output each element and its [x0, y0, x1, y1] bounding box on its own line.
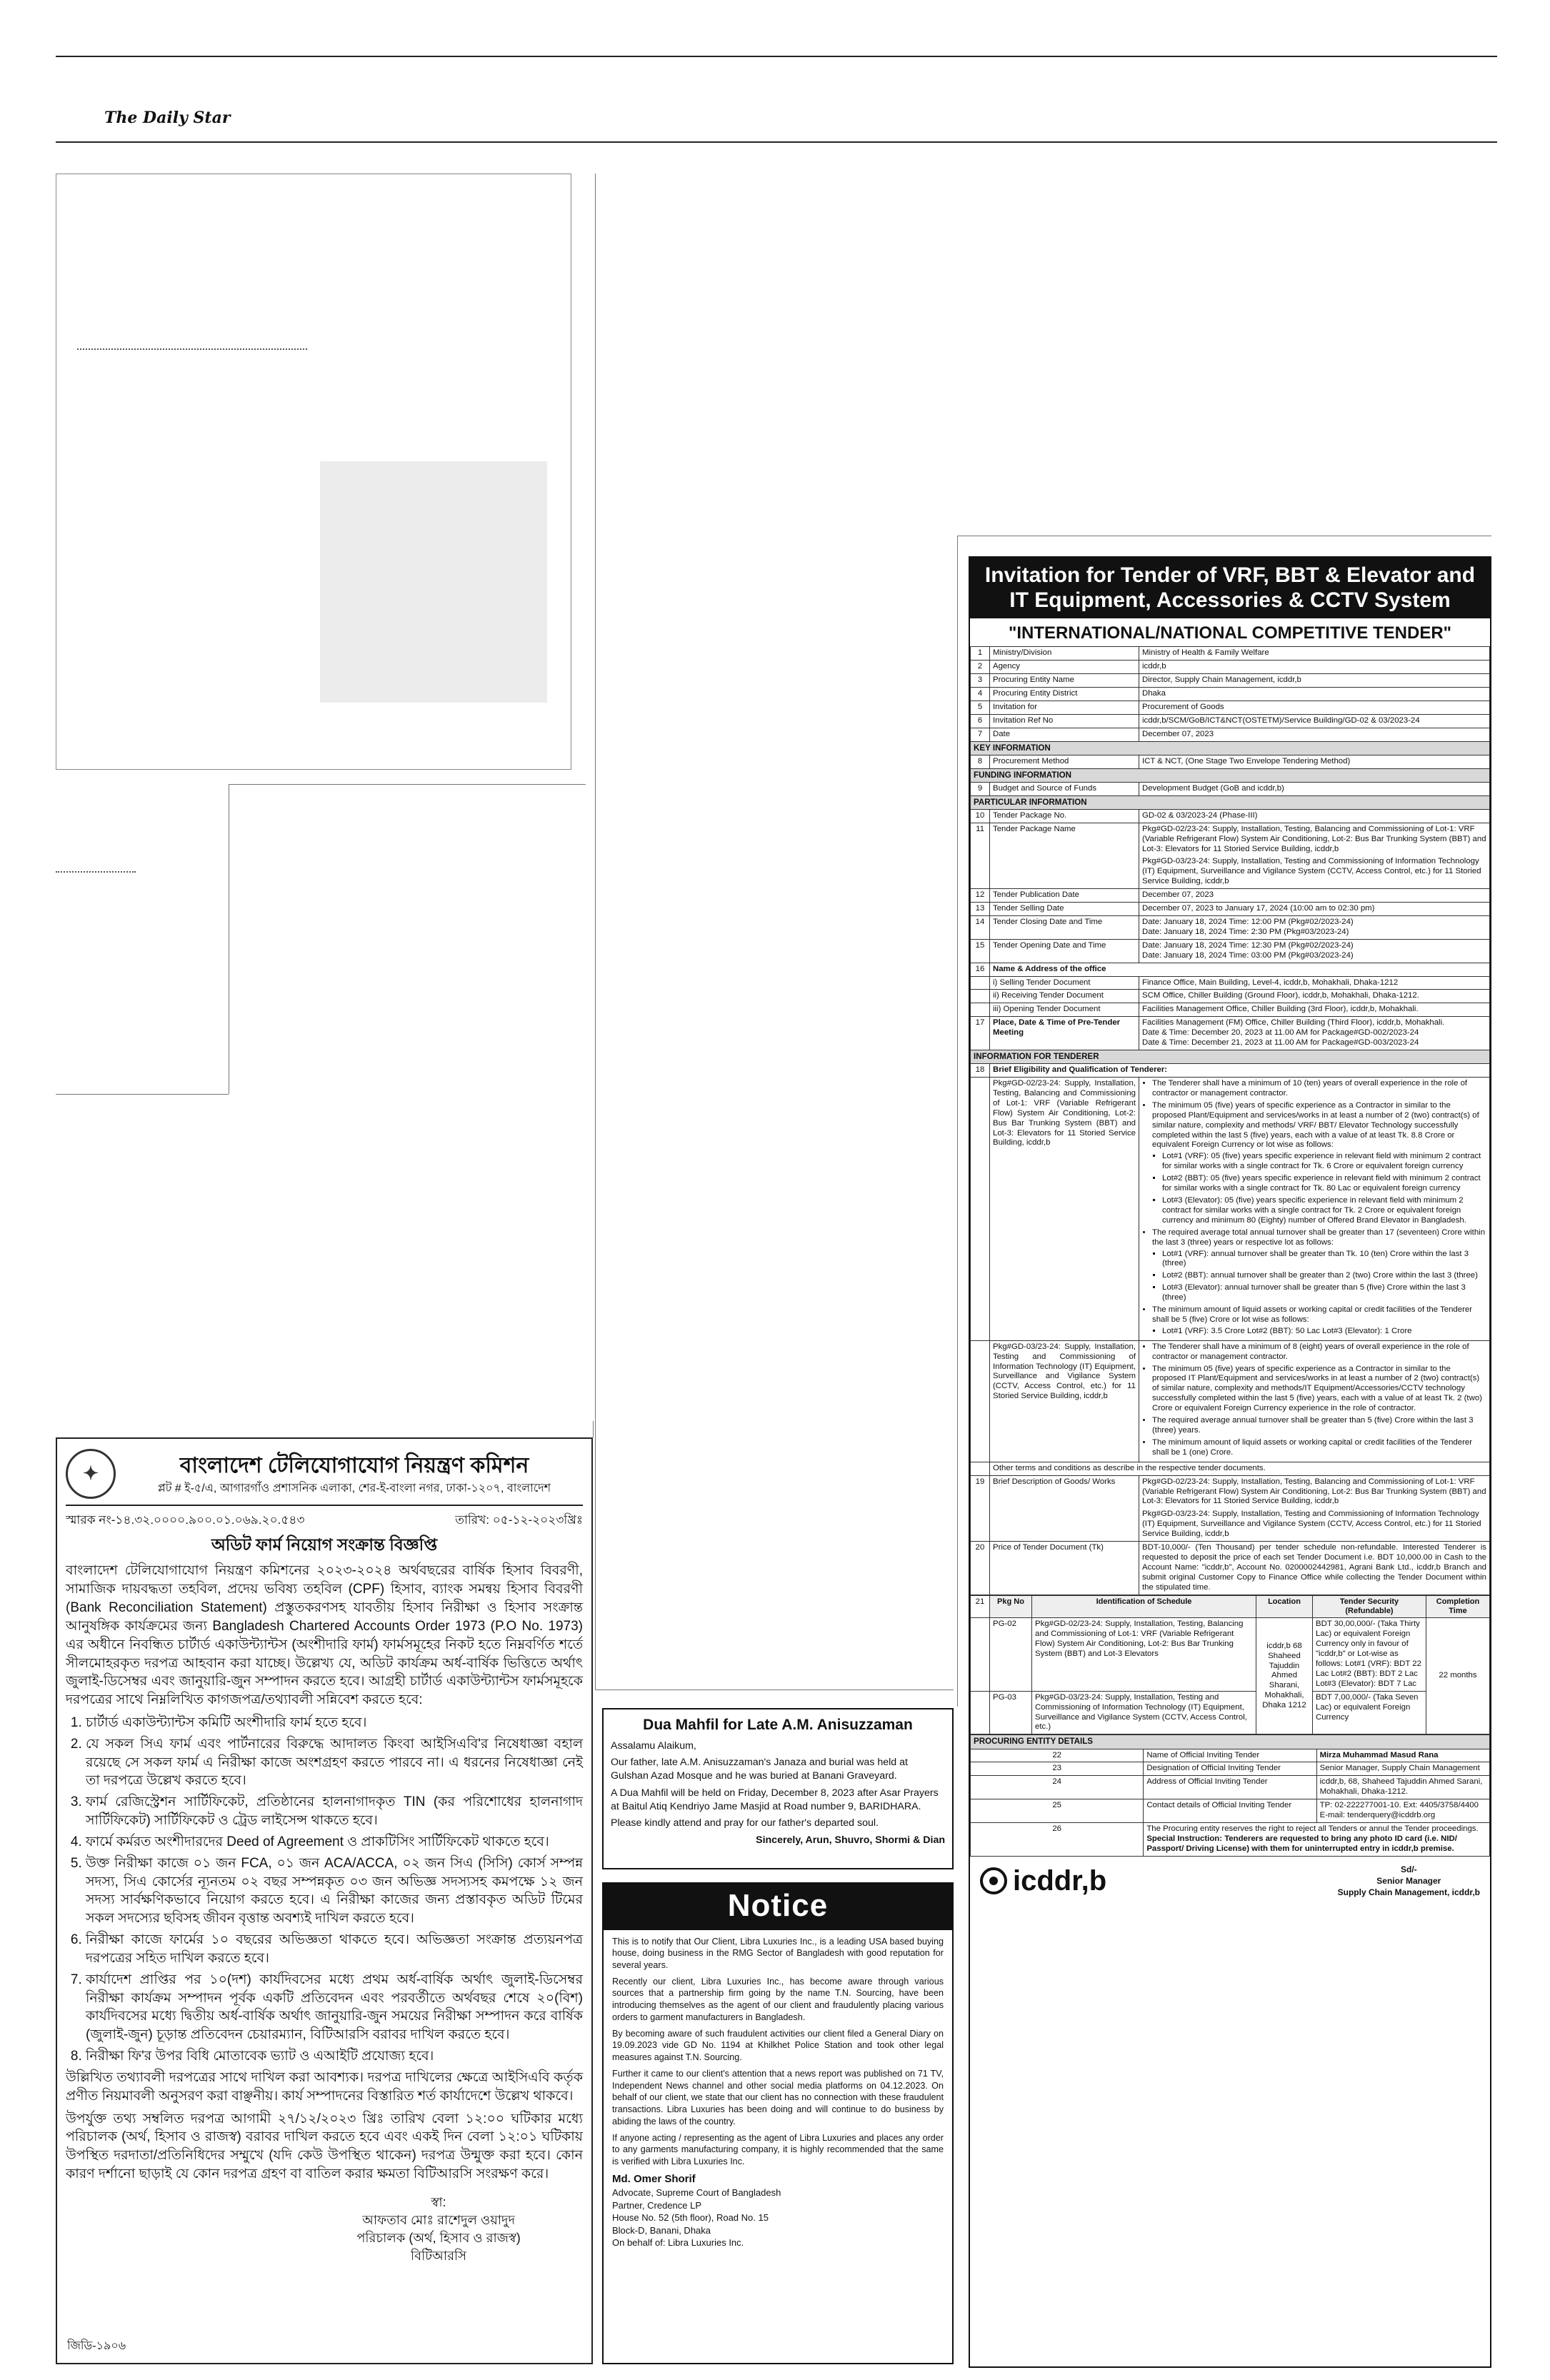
btrc-audit-notice — [56, 1437, 593, 2364]
eligibility-criteria — [1139, 1340, 1490, 1462]
lot-item: ▪ Lot#3 (Elevator): annual turnover shall be greater than 5 (five) Crore within the last 3 (three) — [1162, 1283, 1486, 1303]
table-row — [971, 1078, 1490, 1341]
row-number: 6 — [971, 714, 990, 728]
column-rule — [957, 536, 958, 1707]
column-rule-bottom — [56, 1094, 229, 1095]
row-value: Development Budget (GoB and icddr,b) — [1139, 782, 1490, 795]
criteria-list — [1142, 1342, 1486, 1458]
table-row — [971, 1340, 1490, 1462]
criteria-item: • The Tenderer shall have a minimum of 10 (ten) years of overall experience in the role of contractor or management contractor. — [1152, 1079, 1486, 1099]
row-key: Procuring Entity District — [990, 687, 1139, 701]
criteria-item: • The minimum 05 (five) years of specific experience as a Contractor in similar to the proposed IT Plant/Equipment and services/works in at least a number of 2 (two) contract(s) of similar nature, complexity and methods/IT Equipment/Accessories/CCTV technology successfully completed within the last 5 (five) years, each with a value of at least Tk. 2 (two) Crore or equivalent Foreign Currency experience in the role of contractor. — [1152, 1365, 1486, 1415]
row-value: Finance Office, Main Building, Level-4, icddr,b, Mohakhali, Dhaka-1212 — [1139, 976, 1490, 990]
btrc-date: তারিখ: ০৫-১২-২০২৩খ্রিঃ — [455, 1513, 583, 1527]
column-header: Location — [1256, 1595, 1313, 1618]
row-number — [971, 1003, 990, 1017]
date-line: Date: January 18, 2024 Time: 2:30 PM (Pkg#03/2023-24) — [1142, 927, 1349, 936]
btrc-closing: উপর্যুক্ত তথ্য সম্বলিত দরপত্র আগামী ২৭/১২/২০২৩ খ্রিঃ তারিখ বেলা ১২:০০ ঘটিকার মধ্যে পরিচালক (অর্থ, হিসাব ও রাজস্ব) বরাবর দাখিল করতে হবে এবং একই দিন বেলা ১২:০১ ঘটিকায় উপস্থিত দরদাতা/প্রতিনিধিদের সম্মুখে (যদি কেউ উপস্থিত থাকেন) দরপত্র উন্মুক্ত করা হবে। কোন কারণ দর্শানো ছাড়াই যে কোন দরপত্র গ্রহণ বা বাতিল করার ক্ষমতা বিটিআরসি সংরক্ষণ করে। — [66, 2111, 583, 2182]
table-row — [971, 661, 1490, 674]
btrc-subject: অডিট ফার্ম নিয়োগ সংক্রান্ত বিজ্ঞপ্তি — [211, 1535, 438, 1555]
lot-item: ▪ Lot#1 (VRF): annual turnover shall be greater than Tk. 10 (ten) Crore within the last 3 (three) — [1162, 1250, 1486, 1270]
eligibility-package: Pkg#GD-02/23-24: Supply, Installation, Testing, Balancing and Commissioning of Lot-1: VRF (Variable Refrigerant Flow) System Air Conditioning, Lot-2: Bus Bar Trunking System (BBT) and Lot-3: Elevators for 11 Storied Service Building, icddr,b — [990, 1078, 1139, 1341]
btrc-intro: বাংলাদেশ টেলিযোগাযোগ নিয়ন্ত্রণ কমিশনের ২০২৩-২০২৪ অর্থবছরের বার্ষিক হিসাব বিবরণী, সামাজিক দায়বদ্ধতা তহবিল, প্রদেয় ভবিষ্য তহবিল (CPF) হিসাব, ব্যাংক সমন্বয় হিসাব বিবরণী (Bank Reconciliation Statement) প্রস্তুতকরণসহ যাবতীয় হিসাব নিরীক্ষা ও হিসাব সংক্রান্ত আনুষঙ্গিক কার্যক্রমের জন্য Bangladesh Chartered Accounts Order 1973 (P.O No. 1973) এর অধীনে নিবন্ধিত চার্টার্ড একাউন্ট্যান্টস (অংশীদারি ফার্ম) ফার্মসমূহের নিকট হতে নিম্নবর্ণিত শর্তে সীলমোহরকৃত দরপত্র আহবান করা যাচ্ছে। উল্লেখ্য যে, অডিট কার্যক্রম অর্ধ-বার্ষিক ভিত্তিতে অর্থাৎ জুলাই-ডিসেম্বর এবং জানুয়ারি-জুন সম্পাদন করতে হবে। আগ্রহী চার্টার্ড একাউন্ট্যান্টস ফার্মসমূহকে দরপত্রের সাথে নিম্নলিখিত কাগজপত্র/তথ্যাবলী সন্নিবেশ করতে হবে: — [66, 1563, 583, 1708]
row-key: Tender Package Name — [990, 823, 1139, 888]
row-key: Agency — [990, 661, 1139, 674]
row-key: Tender Opening Date and Time — [990, 939, 1139, 963]
tender-signature — [1338, 1864, 1480, 1899]
row-value: December 07, 2023 to January 17, 2024 (10:00 am to 02:30 pm) — [1139, 903, 1490, 916]
icddrb-logo-text: icddr,b — [1013, 1864, 1107, 1897]
section-header — [971, 1735, 1490, 1749]
lot-list — [1152, 1250, 1486, 1304]
lot-item: ▪ Lot#1 (VRF): 05 (five) years specific experience in relevant field with minimum 2 contract for similar works with a single contract for Tk. 6 Crore or equivalent foreign currency — [1162, 1152, 1486, 1172]
criteria-text: The minimum amount of liquid assets or working capital or credit facilities of the Tenderer shall be 5 (five) Crore or lot wise as follows: — [1152, 1305, 1473, 1324]
tender-title: Invitation for Tender of VRF, BBT & Elevator and IT Equipment, Accessories & CCTV System — [970, 558, 1490, 618]
row-value: December 07, 2023 — [1139, 889, 1490, 903]
row-key: Place, Date & Time of Pre-Tender Meeting — [990, 1017, 1139, 1050]
icddrb-logo-icon — [980, 1867, 1007, 1894]
row-value — [1139, 939, 1490, 963]
section-header — [971, 795, 1490, 809]
table-row — [971, 714, 1490, 728]
row-number: 21 — [971, 1595, 990, 1618]
row-value: Director, Supply Chain Management, icddr,b — [1139, 674, 1490, 688]
goods-desc: Pkg#GD-02/23-24: Supply, Installation, Testing, Balancing and Commissioning of Lot-1: VRF (Variable Refrigerant Flow) System Air Conditioning, Lot-2: Bus Bar Trunking System (BBT) and Lot-3: Elevators for 11 Storied Service Building, icddr,b — [1142, 1477, 1486, 1506]
row-number: 12 — [971, 889, 990, 903]
row-number: 13 — [971, 903, 990, 916]
other-terms: Other terms and conditions as describe in the respective tender documents. — [990, 1462, 1490, 1475]
contact-phone: TP: 02-222277001-10. Ext: 4405/3758/4400 — [1319, 1801, 1479, 1810]
row-key: Ministry/Division — [990, 647, 1139, 661]
row-key: Address of Official Inviting Tender — [1144, 1776, 1316, 1799]
btrc-signer-org: বিটিআরসি — [410, 2249, 467, 2264]
row-key: Brief Eligibility and Qualification of Tenderer: — [990, 1064, 1490, 1078]
sign-line: Senior Manager — [1376, 1875, 1441, 1886]
row-key: Designation of Official Inviting Tender — [1144, 1762, 1316, 1776]
section-title: PARTICULAR INFORMATION — [971, 795, 1490, 809]
dua-greeting: Assalamu Alaikum, — [611, 1739, 696, 1752]
completion-time: 22 months — [1426, 1618, 1490, 1734]
btrc-address: প্লট # ই-৫/এ, আগারগাঁও প্রশাসনিক এলাকা, শের-ই-বাংলা নগর, ঢাকা-১২০৭, বাংলাদেশ — [157, 1482, 551, 1495]
row-number — [971, 1618, 990, 1691]
row-value: ICT & NCT, (One Stage Two Envelope Tendering Method) — [1139, 755, 1490, 768]
section-title: PROCURING ENTITY DETAILS — [971, 1735, 1490, 1749]
btrc-condition: 7. কার্যাদেশ প্রাপ্তির পর ১০(দশ) কার্যদিবসের মধ্যে প্রথম অর্ধ-বার্ষিক অর্থাৎ জুলাই-ডিসেম্বর নিরীক্ষা কার্যক্রম সম্পাদন পূর্বক একটি প্রতিবেদন এবং পরবর্তীতে অর্থবছর শেষে ২০(বিশ) কার্যদিবসের মধ্যে দ্বিতীয় অর্ধ-বার্ষিক অর্থাৎ জানুয়ারি-জুন সময়ের নিরীক্ষা সম্পাদন করে বার্ষিক (জুলাই-জুন) চূড়ান্ত প্রতিবেদন চেয়ারম্যান, বিটিআরসি বরাবর দাখিল করতে হবে। — [86, 1971, 583, 2044]
row-number: 26 — [971, 1822, 1144, 1856]
row-value: Facilities Management Office, Chiller Building (3rd Floor), icddr,b, Mohakhali. — [1139, 1003, 1490, 1017]
table-row — [971, 916, 1490, 940]
row-key: Date — [990, 728, 1139, 741]
row-number — [971, 1462, 990, 1475]
row-key: Contact details of Official Inviting Tender — [1144, 1799, 1316, 1823]
btrc-condition: 3. ফার্ম রেজিস্ট্রেশন সার্টিফিকেট, প্রতিষ্ঠানের হালনাগাদকৃত TIN (কর পরিশোধের হালনাগাদ সার্টিফিকেট) সার্টিফিকেট ও ট্রেড লাইসেন্স থাকতে হবে। — [86, 1793, 583, 1830]
contact-email: E-mail: tenderquery@icddrb.org — [1319, 1811, 1436, 1820]
row-key: Tender Publication Date — [990, 889, 1139, 903]
dua-title: Dua Mahfil for Late A.M. Anisuzzaman — [643, 1717, 913, 1733]
btrc-condition: 1. চার্টার্ড একাউন্ট্যান্টস কমিটি অংশীদারি ফার্ম হতে হবে। — [86, 1714, 583, 1732]
row-key: iii) Opening Tender Document — [990, 1003, 1139, 1017]
section-title: INFORMATION FOR TENDERER — [971, 1050, 1490, 1063]
btrc-condition: 4. ফার্মে কর্মরত অংশীদারদের Deed of Agreement ও প্রাকটিসিং সার্টিফিকেট থাকতে হবে। — [86, 1833, 583, 1852]
row-key: Budget and Source of Funds — [990, 782, 1139, 795]
criteria-item — [1152, 1305, 1486, 1337]
libra-sig-line: Advocate, Supreme Court of Bangladesh — [612, 2186, 781, 2198]
row-number: 20 — [971, 1542, 990, 1595]
column-header: Tender Security (Refundable) — [1313, 1595, 1426, 1618]
row-number: 8 — [971, 755, 990, 768]
column-rule — [595, 174, 596, 1689]
table-row — [971, 823, 1490, 888]
table-row — [971, 1542, 1490, 1595]
btrc-condition: 8. নিরীক্ষা ফি'র উপর বিধি মোতাবেক ভ্যাট ও এআইটি প্রযোজ্য হবে। — [86, 2047, 583, 2066]
column-rule — [593, 1421, 594, 1437]
row-number — [971, 1078, 990, 1341]
lot-item: ▪ Lot#1 (VRF): 3.5 Crore Lot#2 (BBT): 50 Lac Lot#3 (Elevator): 1 Crore — [1162, 1327, 1486, 1337]
row-value — [1139, 916, 1490, 940]
criteria-item — [1152, 1101, 1486, 1226]
table-row — [971, 728, 1490, 741]
criteria-item: • The minimum amount of liquid assets or working capital or credit facilities of the Tenderer shall be 1 (one) Crore. — [1152, 1438, 1486, 1458]
tender-security: BDT 7,00,000/- (Taka Seven Lac) or equivalent Foreign Currency — [1313, 1691, 1426, 1734]
table-row — [971, 1462, 1490, 1475]
table-row — [971, 1822, 1490, 1856]
lot-list — [1152, 1327, 1486, 1337]
criteria-item — [1152, 1228, 1486, 1303]
row-number: 2 — [971, 661, 990, 674]
row-key: Procurement Method — [990, 755, 1139, 768]
table-row — [971, 782, 1490, 795]
schedule-table — [970, 1595, 1490, 1735]
package-desc: Pkg#GD-03/23-24: Supply, Installation, Testing and Commissioning of Information Technology (IT) Equipment, Surveillance and Vigilance System (CCTV, Access Control, etc.) for 11 Storied Service Building, icddr,b — [1142, 857, 1481, 886]
procuring-entity-table — [970, 1734, 1490, 1856]
row-key: Price of Tender Document (Tk) — [990, 1542, 1139, 1595]
row-number: 24 — [971, 1776, 1144, 1799]
row-number — [971, 1340, 990, 1462]
schedule-id: Pkg#GD-03/23-24: Supply, Installation, Testing and Commissioning of Information Technology (IT) Equipment, Surveillance and Vigilance System (CCTV, Access Control, etc.) — [1032, 1691, 1256, 1734]
row-number: 18 — [971, 1064, 990, 1078]
row-value: icddr,b/SCM/GoB/ICT&NCT(OSTETM)/Service Building/GD-02 & 03/2023-24 — [1139, 714, 1490, 728]
row-value: Ministry of Health & Family Welfare — [1139, 647, 1490, 661]
row-number — [971, 976, 990, 990]
btrc-org-name: বাংলাদেশ টেলিযোগাযোগ নিয়ন্ত্রণ কমিশন — [179, 1453, 529, 1477]
row-value: icddr,b — [1139, 661, 1490, 674]
row-number — [971, 1691, 990, 1734]
row-number: 23 — [971, 1762, 1144, 1776]
libra-sig-line: On behalf of: Libra Luxuries Inc. — [612, 2237, 744, 2249]
libra-sig-line: House No. 52 (5th floor), Road No. 15 — [612, 2212, 769, 2224]
section-header — [971, 768, 1490, 782]
table-row — [971, 889, 1490, 903]
section-title: FUNDING INFORMATION — [971, 768, 1490, 782]
tender-footer — [970, 1857, 1490, 1906]
meeting-line: Facilities Management (FM) Office, Chiller Building (Third Floor), icddr,b, Mohakhali. — [1142, 1018, 1445, 1028]
btrc-signer: আফতাব মোঃ রাশেদুল ওয়াদুদ — [362, 2213, 515, 2228]
row-value: BDT-10,000/- (Ten Thousand) per tender schedule non-refundable. Interested Tenderer is requested to deposit the price of each set Tender Document i.e. BDT 10,000.00 in Cash to the Account Name: "icddr,b", Account No. 0200002442981, Agrani Bank Ltd., icddr,b Branch and submit original Customer Copy to Finance Office while collecting the Tender Document within the stipulated time. — [1139, 1542, 1490, 1595]
date-line: Date: January 18, 2024 Time: 03:00 PM (Pkg#03/2023-24) — [1142, 950, 1354, 960]
row-number: 9 — [971, 782, 990, 795]
masthead: The Daily Star — [104, 109, 231, 127]
libra-notice — [602, 1882, 954, 2364]
pkg-no: PG-03 — [990, 1691, 1032, 1734]
row-number: 14 — [971, 916, 990, 940]
tender-subtitle: "INTERNATIONAL/NATIONAL COMPETITIVE TENDER" — [1008, 623, 1452, 643]
pkg-no: PG-02 — [990, 1618, 1032, 1691]
btrc-condition: 5. উক্ত নিরীক্ষা কাজে ০১ জন FCA, ০১ জন ACA/ACCA, ০২ জন সিএ (সিসি) কোর্স সম্পন্ন সদস্য, সিএ কোর্সের ন্যূনতম ০২ বছর সম্পন্নকৃত ০৩ জন অভিজ্ঞ সদস্যসহ কমপক্ষে ১২ জন সদস্য সার্বক্ষণিকভাবে নিয়োগ করতে হবে। এ নিরীক্ষা কাজের জন্য প্রস্তাবকৃত অডিট টিমের সকল সদস্যের ছবিসহ জীবন বৃত্তান্ত অবশ্যই দাখিল করতে হবে। — [86, 1854, 583, 1928]
row-value: GD-02 & 03/2023-24 (Phase-III) — [1139, 809, 1490, 823]
table-row — [971, 647, 1490, 661]
btrc-signer-title: পরিচালক (অর্থ, হিসাব ও রাজস্ব) — [356, 2231, 521, 2246]
row-value — [1139, 823, 1490, 888]
goods-desc: Pkg#GD-03/23-24: Supply, Installation, Testing and Commissioning of Information Technology (IT) Equipment, Surveillance and Vigilance System (CCTV, Access Control, etc.) for 11 Storied Service Building, icddr,b — [1142, 1510, 1481, 1539]
table-row — [971, 903, 1490, 916]
row-value: SCM Office, Chiller Building (Ground Floor), icddr,b, Mohakhali, Dhaka-1212. — [1139, 990, 1490, 1003]
lot-item: ▪ Lot#2 (BBT): annual turnover shall be greater than 2 (two) Crore within the last 3 (three) — [1162, 1271, 1486, 1281]
table-row — [971, 1762, 1490, 1776]
libra-title: Notice — [604, 1884, 952, 1930]
btrc-header — [66, 1449, 583, 1506]
section-header — [971, 741, 1490, 755]
row-value — [1316, 1799, 1489, 1823]
table-row — [971, 1003, 1490, 1017]
row-number — [971, 990, 990, 1003]
libra-sig-line: Block-D, Banani, Dhaka — [612, 2224, 711, 2236]
column-header: Pkg No — [990, 1595, 1032, 1618]
row-number: 17 — [971, 1017, 990, 1050]
sign-line: Supply Chain Management, icddr,b — [1337, 1887, 1480, 1898]
libra-signer: Md. Omer Shorif — [612, 2172, 696, 2185]
btrc-closing: উল্লিখিত তথ্যাবলী দরপত্রের সাথে দাখিল করা আবশ্যক। দরপত্র দাখিলের ক্ষেত্রে আইসিএবি কর্তৃক প্রণীত নিয়মাবলী অনুসরণ করা বাঞ্ছনীয়। কার্য সম্পাদনের বিস্তারিত শর্ত কার্যাদেশে উল্লেখ থাকবে। — [66, 2069, 583, 2104]
icddrb-logo — [980, 1864, 1106, 1899]
criteria-text: The required average total annual turnover shall be greater than 17 (seventeen) Crore within the last 3 (three) years or respective lot as follows: — [1152, 1227, 1486, 1247]
date-line: Date: January 18, 2024 Time: 12:00 PM (Pkg#02/2023-24) — [1142, 918, 1354, 926]
reservation-note: The Procuring entity reserves the right to reject all Tenders or annul the Tender proceedings. — [1146, 1824, 1479, 1833]
dotted-divider — [77, 348, 307, 350]
row-number: 7 — [971, 728, 990, 741]
location: icddr,b 68 Shaheed Tajuddin Ahmed Sharani, Mohakhali, Dhaka 1212 — [1256, 1618, 1313, 1734]
btrc-memo-no: স্মারক নং-১৪.৩২.০০০০.৯০০.০১.০৬৯.২০.৫৪৩ — [66, 1513, 305, 1527]
lot-list — [1152, 1152, 1486, 1225]
dua-paragraph: Please kindly attend and pray for our father's departed soul. — [611, 1817, 879, 1829]
eligibility-package: Pkg#GD-03/23-24: Supply, Installation, Testing and Commissioning of Information Technology (IT) Equipment, Surveillance and Vigilance System (CCTV, Access Control, etc.) for 11 Storied Service Building, icddr,b — [990, 1340, 1139, 1462]
tender-security: BDT 30,00,000/- (Taka Thirty Lac) or equivalent Foreign Currency only in favour of "icddr,b" or Lot-wise as follows: Lot#1 (VRF): BDT 22 Lac Lot#2 (BBT): BDT 2 Lac Lot#3 (Elevator): BDT 7 Lac — [1313, 1618, 1426, 1691]
masthead-rule — [56, 141, 1497, 143]
row-key: Invitation Ref No — [990, 714, 1139, 728]
eligibility-criteria — [1139, 1078, 1490, 1341]
row-number: 15 — [971, 939, 990, 963]
row-number: 10 — [971, 809, 990, 823]
lot-item: ▪ Lot#2 (BBT): 05 (five) years specific experience in relevant field with minimum 2 contract for similar works with a single contract for Tk. 80 Lac or equivalent foreign currency — [1162, 1174, 1486, 1194]
table-row — [971, 1064, 1490, 1078]
criteria-item: • The Tenderer shall have a minimum of 8 (eight) years of overall experience in the role of contractor or management contractor. — [1152, 1342, 1486, 1362]
dua-signature: Sincerely, Arun, Shuvro, Shormi & Dian — [756, 1834, 945, 1847]
column-rule-top — [229, 784, 586, 785]
tender-info-table — [970, 646, 1490, 1595]
row-key: Name of Official Inviting Tender — [1144, 1749, 1316, 1762]
btrc-gd-code: জিডি-১৯০৬ — [67, 2340, 126, 2353]
row-key: Invitation for — [990, 701, 1139, 714]
table-header-row — [971, 1595, 1490, 1618]
libra-paragraph: Further it came to our client's attention that a news report was published on 71 TV, Independent News channel and other social media platforms on 04.12.2023. On behalf of our client, we state that our client has no connection with these fraudulent transactions. Libra Luxuries has been doing and will continue to do business by abiding the laws of the country. — [612, 2068, 944, 2127]
row-number: 4 — [971, 687, 990, 701]
table-row — [971, 976, 1490, 990]
row-key: Brief Description of Goods/ Works — [990, 1475, 1139, 1541]
row-value: Dhaka — [1139, 687, 1490, 701]
row-number: 19 — [971, 1475, 990, 1541]
table-row — [971, 990, 1490, 1003]
row-key: i) Selling Tender Document — [990, 976, 1139, 990]
row-value: Mirza Muhammad Masud Rana — [1316, 1749, 1489, 1762]
lot-item: ▪ Lot#3 (Elevator): 05 (five) years specific experience in relevant field with minimum 2 contract for similar works with a single contract for Tk. 2 Crore or equivalent foreign currency and minimum 80 (Eighty) number of Offered Brand Elevator in Bangladesh. — [1162, 1196, 1486, 1226]
section-title: KEY INFORMATION — [971, 741, 1490, 755]
dotted-divider — [56, 871, 136, 873]
table-row — [971, 1618, 1490, 1691]
table-row — [971, 939, 1490, 963]
btrc-condition: 2. যে সকল সিএ ফার্ম এবং পার্টনারের বিরুদ্ধে আদালত কিংবা আইসিএবি'র নিষেধাজ্ঞা বহাল রয়েছে সে সকল ফার্ম এ নিরীক্ষা কাজে অংশগ্রহণ করতে পারবে না। এ ধরনের নিষেধাজ্ঞা নেই তা দরপত্রে উল্লেখ করতে হবে। — [86, 1735, 583, 1790]
row-number: 16 — [971, 963, 990, 976]
dua-paragraph: A Dua Mahfil will be held on Friday, December 8, 2023 after Asar Prayers at Baitul Atiq Kendriyo Jame Masjid at Road number 9, BARIDHARA. — [611, 1787, 939, 1812]
btrc-memo-row — [66, 1512, 583, 1528]
table-row — [971, 1799, 1490, 1823]
schedule-id: Pkg#GD-02/23-24: Supply, Installation, Testing, Balancing and Commissioning of Lot-1: VRF (Variable Refrigerant Flow) System Air Conditioning, Lot-2: Bus Bar Trunking System (BBT) and Lot-3 Elevators — [1032, 1618, 1256, 1691]
row-key: Tender Selling Date — [990, 903, 1139, 916]
sign-line: Sd/- — [1400, 1864, 1417, 1874]
row-key: Name & Address of the office — [990, 963, 1490, 976]
row-value: Procurement of Goods — [1139, 701, 1490, 714]
icddrb-tender-notice — [969, 556, 1491, 2368]
criteria-text: The minimum 05 (five) years of specific experience as a Contractor in similar to the proposed Plant/Equipment and services/works in at least a number of 2 (two) contract(s) of similar nature, complexity and methods/ VRF/ BBT/ Elevator Technology successfully completed within the last 5 (five) years, each with a value of at least Tk. 8.8 Crore or equivalent Foreign Currency or lot wise as follows: — [1152, 1100, 1479, 1150]
libra-sig-line: Partner, Credence LP — [612, 2199, 702, 2211]
row-value — [1144, 1822, 1490, 1856]
row-number: 5 — [971, 701, 990, 714]
column-header: Identification of Schedule — [1032, 1595, 1256, 1618]
libra-paragraph: Recently our client, Libra Luxuries Inc., has become aware through various sources that a partnership firm going by the name T.N. Sourcing, have been introducing themselves as the agent of our client and fraudulently placing various orders to garment manufacturers in Bangladesh. — [612, 1976, 944, 2022]
row-number: 3 — [971, 674, 990, 688]
grey-placeholder-box — [320, 461, 547, 703]
table-row — [971, 1776, 1490, 1799]
libra-paragraph: This is to notify that Our Client, Libra Luxuries Inc., is a leading USA based buying house, doing business in the RMG Sector of Bangladesh with good reputation for several years. — [612, 1936, 944, 1970]
column-rule — [595, 1689, 954, 1690]
row-key: Tender Closing Date and Time — [990, 916, 1139, 940]
table-row — [971, 809, 1490, 823]
criteria-list — [1142, 1079, 1486, 1337]
table-row — [971, 963, 1490, 976]
table-row — [971, 1749, 1490, 1762]
row-value — [1139, 1475, 1490, 1541]
row-value: icddr,b, 68, Shaheed Tajuddin Ahmed Sarani, Mohakhali, Dhaka-1212. — [1316, 1776, 1489, 1799]
btrc-sign-label: স্বা: — [431, 2194, 446, 2209]
row-key: Tender Package No. — [990, 809, 1139, 823]
row-value — [1139, 1017, 1490, 1050]
btrc-signature — [294, 2194, 583, 2266]
special-instruction: Special Instruction: Tenderers are requested to bring any photo ID card (i.e. NID/ Passport/ Driving License) with them for uninterrupted entry in icddr,b premise. — [1146, 1834, 1457, 1853]
table-row — [971, 687, 1490, 701]
btrc-conditions — [66, 1714, 583, 2066]
meeting-line: Date & Time: December 20, 2023 at 11.00 AM for Package#GD-002/2023-24 — [1142, 1028, 1419, 1038]
row-number: 22 — [971, 1749, 1144, 1762]
row-number: 1 — [971, 647, 990, 661]
meeting-line: Date & Time: December 21, 2023 at 11.00 AM for Package#GD-003/2023-24 — [1142, 1038, 1419, 1048]
table-row — [971, 701, 1490, 714]
table-row — [971, 755, 1490, 768]
libra-paragraph: By becoming aware of such fraudulent activities our client filed a General Diary on 19.09.2023 vide GD No. 1194 at Khilkhet Police Station and took other legal measures against T.N. Sourcing. — [612, 2028, 944, 2063]
criteria-item: • The required average annual turnover shall be greater than 5 (five) Crore within the last 3 (three) years. — [1152, 1416, 1486, 1436]
row-value: December 07, 2023 — [1139, 728, 1490, 741]
dua-paragraph: Our father, late A.M. Anisuzzaman's Janaza and burial was held at Gulshan Azad Mosque and he was buried at Banani Graveyard. — [611, 1757, 908, 1782]
top-rule — [56, 56, 1497, 57]
libra-signature — [612, 2172, 944, 2249]
btrc-seal-icon: ✦ — [66, 1449, 116, 1499]
package-desc: Pkg#GD-02/23-24: Supply, Installation, Testing, Balancing and Commissioning of Lot-1: VRF (Variable Refrigerant Flow) System Air Conditioning, Lot-2: Bus Bar Trunking System (BBT) and Lot-3: Elevators for 11 Storied Service Building, icddr,b — [1142, 824, 1486, 853]
section-header — [971, 1050, 1490, 1063]
btrc-condition: 6. নিরীক্ষা কাজে ফার্মের ১০ বছরের অভিজ্ঞতা থাকতে হবে। অভিজ্ঞতা সংক্রান্ত প্রত্যয়নপত্র দরপত্রের সহিত দাখিল করতে হবে। — [86, 1931, 583, 1968]
row-key: ii) Receiving Tender Document — [990, 990, 1139, 1003]
row-key: Procuring Entity Name — [990, 674, 1139, 688]
date-line: Date: January 18, 2024 Time: 12:30 PM (Pkg#02/2023-24) — [1142, 940, 1354, 950]
row-number: 25 — [971, 1799, 1144, 1823]
column-header: Completion Time — [1426, 1595, 1490, 1618]
table-row — [971, 674, 1490, 688]
table-row — [971, 1475, 1490, 1541]
row-value: Senior Manager, Supply Chain Management — [1316, 1762, 1489, 1776]
row-number: 11 — [971, 823, 990, 888]
table-row — [971, 1017, 1490, 1050]
libra-paragraph: If anyone acting / representing as the agent of Libra Luxuries and places any order to any garments manufacturing company, it is highly recommended that the same is verified with Libra Luxuries Inc. — [612, 2132, 944, 2166]
table-row — [971, 1691, 1490, 1734]
dua-mahfil-notice — [602, 1708, 954, 1869]
